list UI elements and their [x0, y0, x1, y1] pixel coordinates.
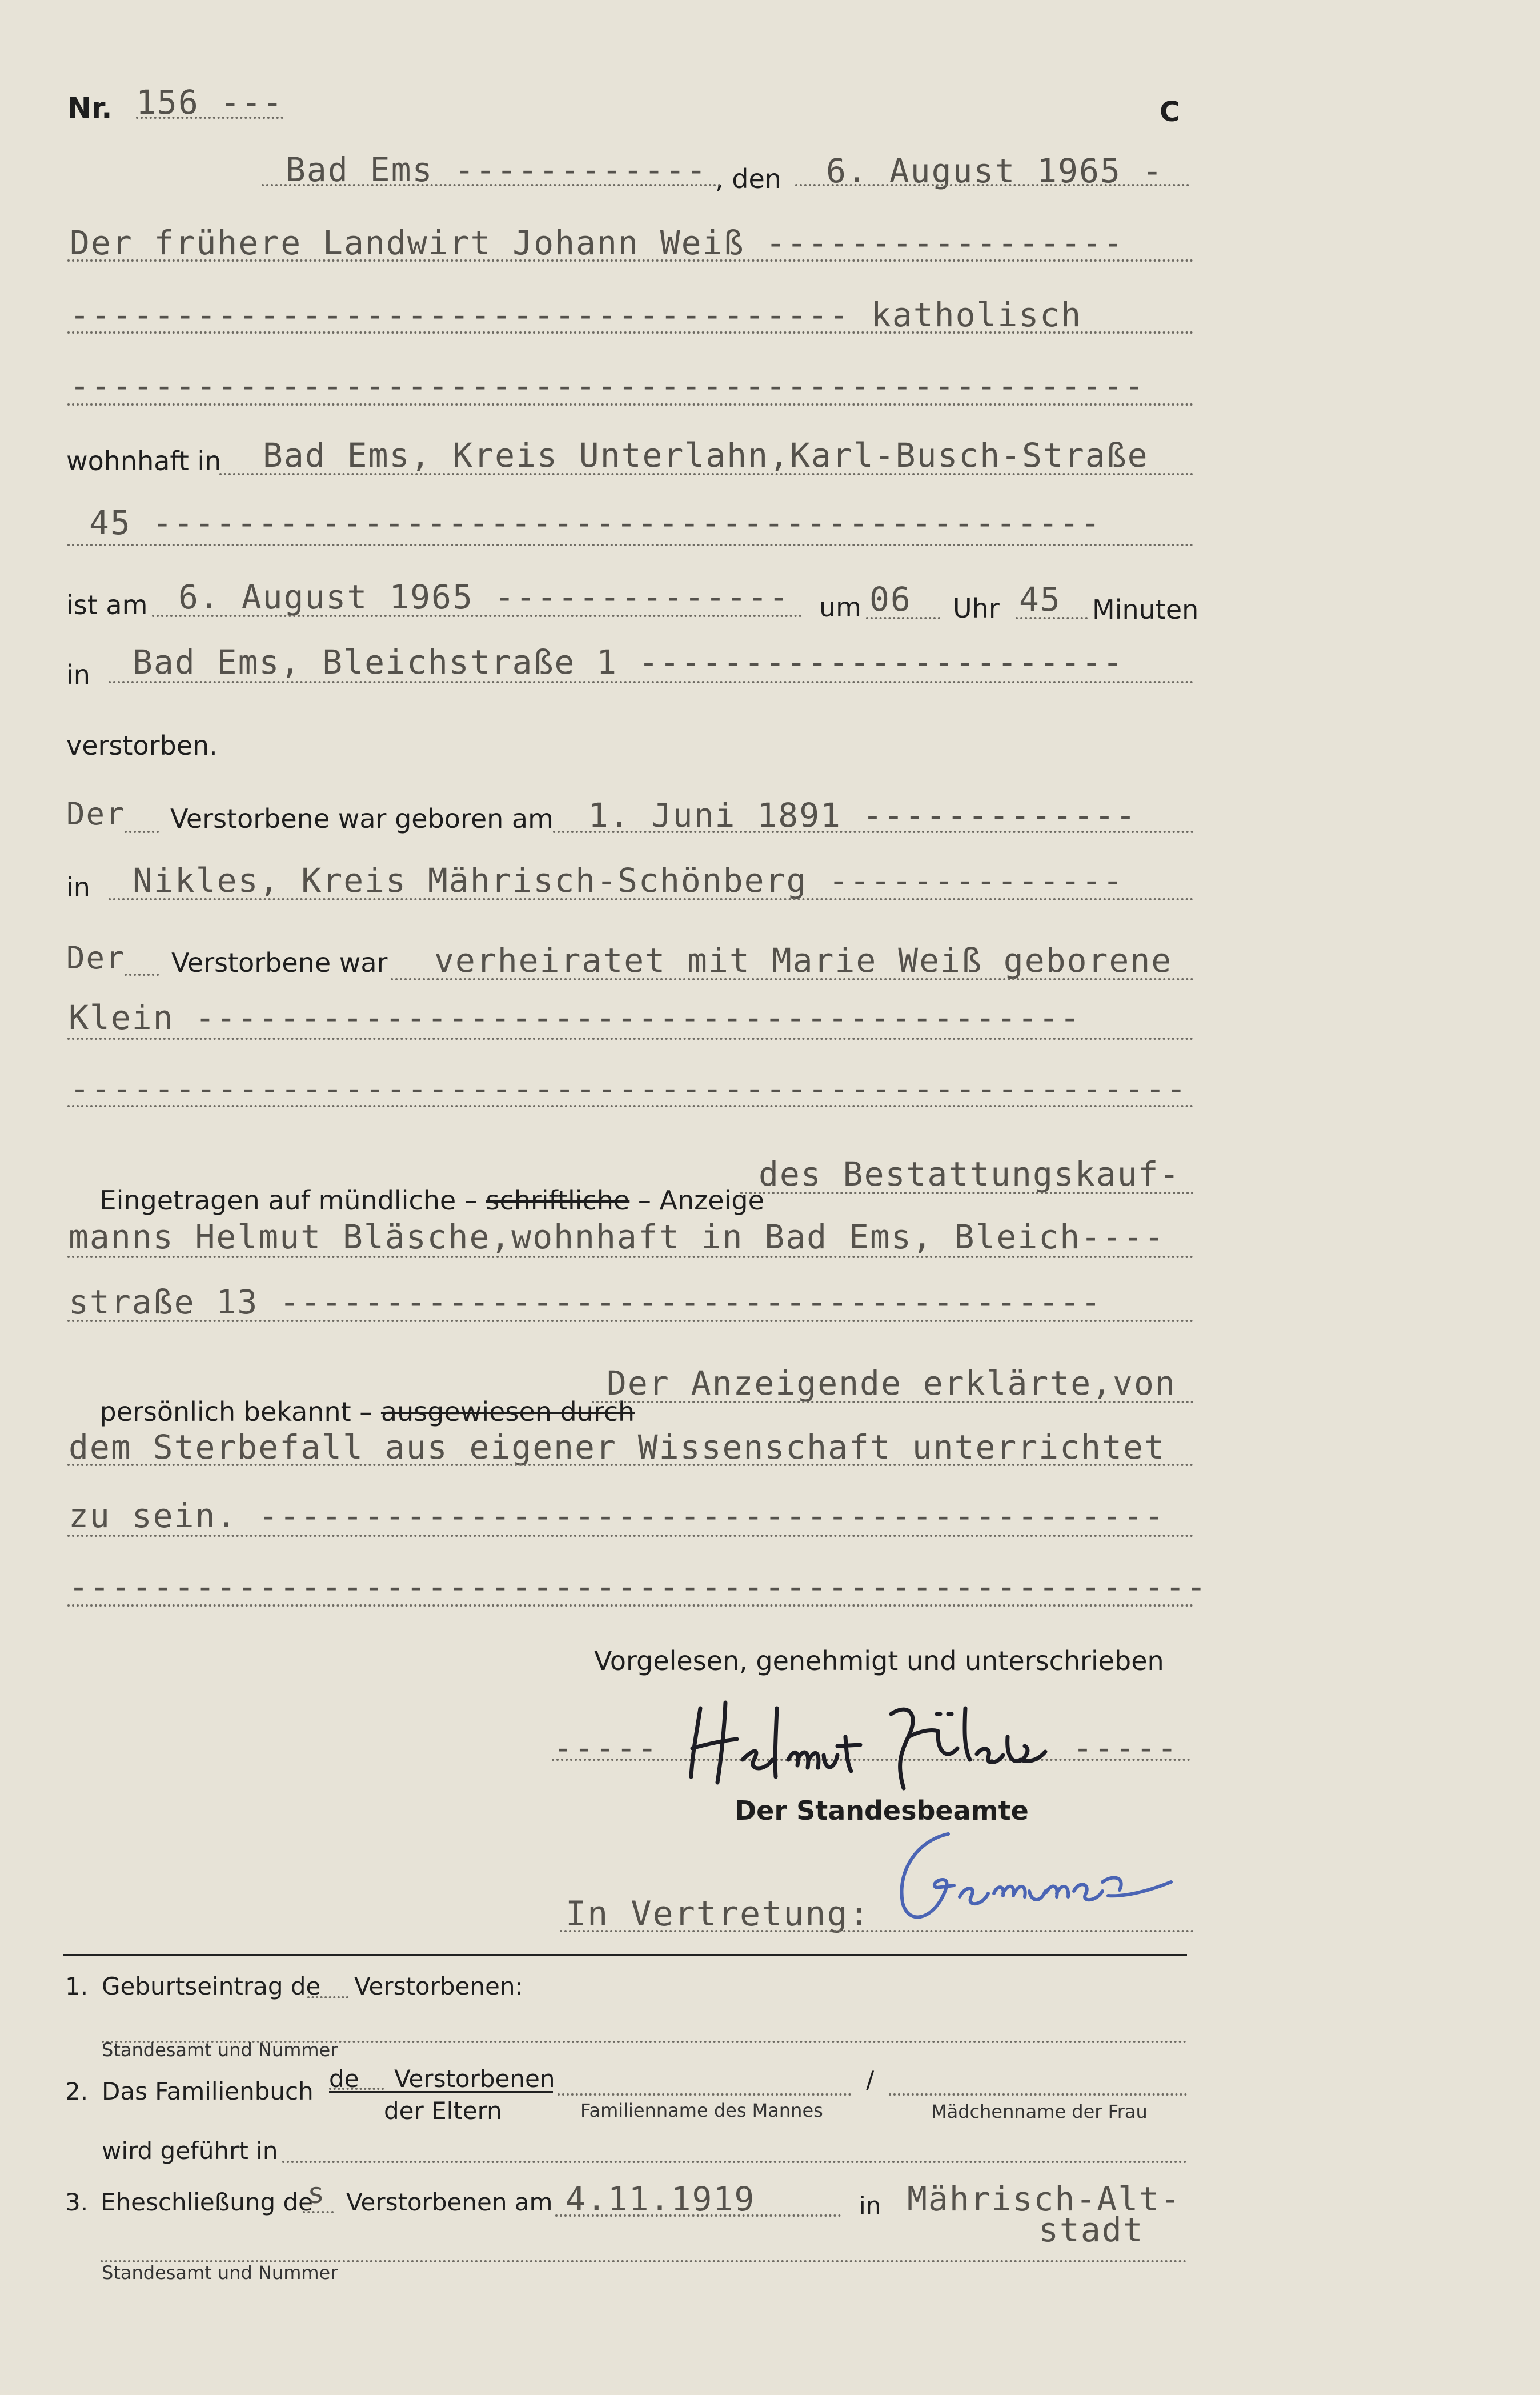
nr-value: 156 ---: [136, 83, 284, 122]
item2-gefuehrt: wird geführt in: [102, 2137, 278, 2165]
item2-maedchenname-caption: Mädchenname der Frau: [931, 2101, 1148, 2122]
standesbeamte-label: Der Standesbeamte: [735, 1795, 1029, 1826]
report-line-3: straße 13 ---------------------------------------: [69, 1283, 1102, 1321]
death-date-dotted: [152, 615, 802, 617]
item2-de: de: [329, 2065, 359, 2093]
person-line-1: Der frühere Landwirt Johann Weiß -----------------: [70, 223, 1124, 262]
report-line-2: manns Helmut Bläsche,wohnhaft in Bad Ems, Bleich----: [69, 1217, 1165, 1256]
residence-dotted-2: [67, 544, 1194, 546]
report-dotted-2: [67, 1256, 1194, 1258]
death-hour: 06: [869, 580, 912, 619]
item1-label2: Verstorbenen:: [354, 1972, 523, 2000]
report-line-1: des Bestattungskauf-: [759, 1155, 1181, 1194]
marital-der-typed: Der: [66, 940, 126, 976]
identity-line-1: Der Anzeigende erklärte,von: [607, 1364, 1176, 1403]
item2-familienname-dotted: [558, 2093, 851, 2096]
birth-place-dotted: [109, 898, 1194, 900]
item3-place-2: stadt: [1038, 2210, 1144, 2249]
nr-dotted-line: [136, 117, 283, 119]
identity-line-2: dem Sterbefall aus eigener Wissenschaft unterrichtet: [69, 1428, 1165, 1467]
place-value: Bad Ems ------------: [286, 150, 708, 189]
marital-dotted-1: [391, 978, 1194, 980]
item3-label2: Verstorbenen am: [346, 2188, 553, 2216]
item2-gefuehrt-dotted: [282, 2161, 1187, 2163]
verstorben-label: verstorben.: [66, 730, 218, 761]
signature-dashes-right: -----: [1073, 1728, 1178, 1767]
item2-de-dotted: [329, 2088, 384, 2090]
item1-label: Geburtseintrag de: [102, 1972, 321, 2000]
person-dotted-3: [67, 403, 1194, 406]
identity-label-start: persönlich bekannt –: [99, 1396, 373, 1427]
residence-line-1: Bad Ems, Kreis Unterlahn,Karl-Busch-Straße: [263, 436, 1149, 475]
ausgewiesen-struck: ausgewiesen durch: [380, 1396, 635, 1427]
death-place: Bad Ems, Bleichstraße 1 -----------------------: [133, 643, 1124, 682]
person-dotted-2: [67, 331, 1194, 334]
hour-dotted: [866, 617, 940, 619]
birth-der-typed: Der: [66, 796, 126, 832]
item3-label: Eheschließung de: [101, 2188, 313, 2216]
death-place-dotted: [109, 681, 1194, 683]
item1-de-dotted: [307, 1996, 348, 1998]
um-label: um: [819, 592, 861, 623]
item3-date: 4.11.1919: [566, 2180, 756, 2218]
birth-der-dotted: [125, 831, 159, 833]
item3-date-dotted: [555, 2214, 841, 2217]
item2-label: Das Familienbuch: [102, 2077, 314, 2105]
official-signature: [885, 1823, 1228, 1937]
item2-familienname-caption: Familienname des Mannes: [580, 2100, 823, 2121]
handwritten-signature: [680, 1691, 1057, 1805]
marital-line-3: -----------------------------------------------------: [70, 1069, 1188, 1108]
item3-in: in: [859, 2192, 881, 2220]
in-label-death: in: [66, 659, 90, 690]
birth-place: Nikles, Kreis Mährisch-Schönberg --------------: [133, 861, 1124, 900]
identity-line-3: zu sein. -------------------------------------------: [69, 1496, 1165, 1535]
report-dotted-1: [740, 1192, 1194, 1194]
vertretung-label: In Vertretung:: [566, 1894, 871, 1934]
identity-dotted-3: [67, 1535, 1194, 1537]
birth-date: 1. Juni 1891 -------------: [588, 796, 1137, 835]
nr-label: Nr.: [67, 91, 113, 125]
item3-place-1: Mährisch-Alt-: [907, 2180, 1181, 2218]
item2-slash: /: [866, 2066, 875, 2094]
footer-separator: [63, 1954, 1187, 1956]
eingetragen-label-end: – Anzeige: [637, 1185, 764, 1216]
signature-dashes-left: -----: [553, 1728, 659, 1767]
wohnhaft-label: wohnhaft in: [66, 446, 222, 476]
death-minute: 45: [1019, 580, 1061, 619]
identity-dotted-4: [67, 1604, 1194, 1607]
eingetragen-label-start: Eingetragen auf mündliche –: [99, 1185, 478, 1216]
vorgelesen-text: Vorgelesen, genehmigt und unterschrieben: [594, 1645, 1164, 1676]
item2-verstorbenen: Verstorbenen: [394, 2065, 555, 2093]
item2-maedchenname-dotted: [889, 2093, 1187, 2096]
uhr-label: Uhr: [953, 593, 1000, 624]
marital-der-dotted: [125, 974, 159, 976]
date-value: 6. August 1965 -: [826, 151, 1164, 190]
birth-label: Verstorbene war geboren am: [170, 803, 554, 834]
marital-dotted-3: [67, 1105, 1194, 1107]
standesamt-label-1: Standesamt und Nummer: [102, 2039, 338, 2061]
marital-label: Verstorbene war: [171, 947, 388, 978]
item3-number: 3.: [65, 2188, 89, 2216]
standesamt-label-2: Standesamt und Nummer: [102, 2262, 338, 2284]
death-date: 6. August 1965 --------------: [178, 578, 790, 616]
item3-s-dotted: [303, 2211, 334, 2213]
marital-line-2: Klein ------------------------------------------: [69, 998, 1081, 1037]
minuten-label: Minuten: [1092, 594, 1199, 625]
minute-dotted: [1016, 617, 1088, 619]
person-line-3: ---------------------------------------------------: [70, 366, 1145, 405]
person-line-2: ------------------------------------- katholisch: [70, 295, 1082, 334]
form-letter: C: [1160, 96, 1180, 128]
item2-eltern: der Eltern: [384, 2097, 502, 2125]
residence-line-2: 45 ---------------------------------------------: [89, 503, 1102, 542]
residence-dotted-1: [219, 473, 1194, 475]
item3-s-typed: s: [307, 2177, 326, 2210]
marital-line-1: verheiratet mit Marie Weiß geborene: [434, 941, 1173, 980]
item2-fraction-line: [329, 2091, 553, 2093]
item2-number: 2.: [65, 2077, 89, 2105]
report-dotted-3: [67, 1320, 1194, 1322]
person-dotted-1: [67, 259, 1194, 262]
birth-date-dotted: [553, 831, 1194, 833]
den-label: , den: [715, 163, 781, 194]
item1-number: 1.: [65, 1972, 89, 2000]
schriftliche-struck: schriftliche: [486, 1185, 630, 1216]
identity-line-4: ------------------------------------------------------: [69, 1567, 1208, 1606]
date-dotted-line: [795, 184, 1189, 186]
identity-dotted-2: [67, 1464, 1194, 1466]
place-dotted-line: [262, 184, 721, 186]
marital-dotted-2: [67, 1038, 1194, 1040]
ist-am-label: ist am: [66, 590, 148, 620]
identity-dotted-1: [592, 1401, 1194, 1403]
in-label-birth: in: [66, 872, 90, 903]
